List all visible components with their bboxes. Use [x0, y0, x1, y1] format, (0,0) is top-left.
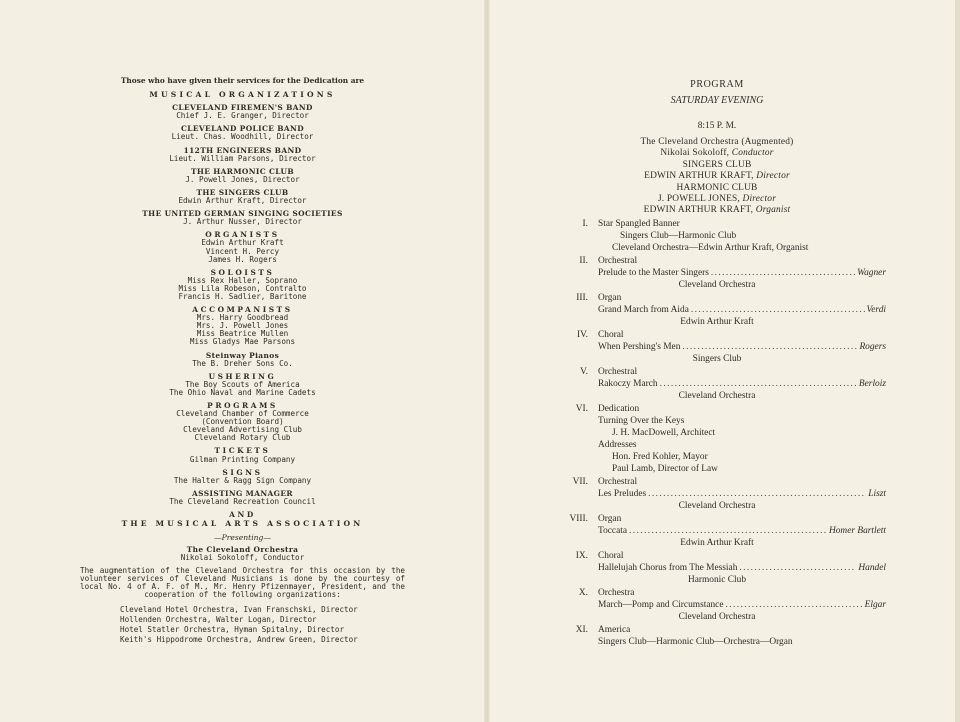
organization-entry — [80, 125, 405, 141]
credits-intro: Those who have given their services for the Dedication are — [120, 76, 365, 85]
composer: Rogers — [859, 341, 886, 352]
credit-section — [80, 402, 405, 442]
leader-dots — [691, 304, 865, 316]
credit-line: The Cleveland Recreation Council — [169, 496, 316, 506]
composer: Homer Bartlett — [828, 525, 886, 536]
credit-section — [80, 447, 405, 463]
credit-line: (Convention Board) — [201, 417, 284, 427]
item-line: Dedication — [598, 403, 640, 414]
credit-line: Vincent H. Percy — [205, 246, 280, 256]
organization-name: THE UNITED GERMAN SINGING SOCIETIES — [142, 209, 343, 219]
credit-line: Cleveland Advertising Club — [183, 425, 302, 435]
credit-section — [80, 373, 405, 397]
item-number: VII. — [572, 476, 588, 487]
item-line: Organ — [598, 513, 622, 524]
item-number: III. — [576, 292, 588, 303]
credit-line: Miss Beatrice Mullen — [196, 329, 289, 339]
item-performer: Edwin Arthur Kraft — [680, 316, 754, 327]
credit-line: Mrs. Harry Goodbread — [196, 313, 289, 323]
composer: Verdi — [866, 304, 886, 315]
credit-line: Cleveland Chamber of Commerce — [176, 409, 309, 419]
item-selection — [598, 525, 886, 537]
leader-dots — [682, 341, 857, 353]
item-selection — [598, 304, 886, 316]
item-number: XI. — [575, 624, 588, 635]
organization-name: CLEVELAND POLICE BAND — [180, 124, 305, 134]
program-item — [548, 587, 886, 623]
program-evening: SATURDAY EVENING — [670, 95, 764, 106]
credit-line: The Boy Scouts of America — [185, 379, 300, 389]
program-item — [548, 624, 886, 648]
credit-section-heading: PROGRAMS — [207, 401, 278, 410]
page-edge — [955, 0, 960, 722]
program-item — [548, 513, 886, 549]
item-line: Paul Lamb, Director of Law — [612, 463, 718, 474]
performer-text: HARMONIC CLUB — [676, 182, 758, 193]
leader-dots — [726, 599, 863, 611]
organization-director: J. Arthur Nusser, Director — [183, 217, 302, 227]
item-selection — [598, 341, 886, 353]
performer-role: Conductor — [731, 148, 774, 159]
credit-line: The Ohio Naval and Marine Cadets — [169, 387, 316, 397]
item-number: IX. — [575, 550, 588, 561]
item-number: X. — [578, 587, 588, 598]
selection-title: March—Pomp and Circumstance — [598, 599, 724, 610]
presenting-line: —Presenting— — [214, 533, 271, 543]
credit-section-heading: ASSISTING MANAGER — [192, 488, 293, 498]
item-line: Orchestra — [598, 587, 635, 598]
credit-line: The B. Dreher Sons Co. — [192, 358, 293, 368]
program-item — [548, 255, 886, 291]
performer-role: Director — [742, 193, 777, 204]
program-item — [548, 366, 886, 402]
credit-section-heading: USHERING — [208, 371, 277, 381]
organizations-list — [80, 104, 405, 226]
selection-title: Toccata — [598, 525, 628, 536]
item-performer: Cleveland Orchestra — [678, 500, 756, 511]
credit-line: The Halter & Ragg Sign Company — [173, 475, 312, 485]
organization-name: THE HARMONIC CLUB — [190, 166, 294, 176]
credit-section-heading: SOLOISTS — [210, 267, 275, 277]
organization-director: Lieut. Chas. Woodhill, Director — [171, 132, 314, 142]
credit-line: Miss Lila Robeson, Contralto — [178, 283, 307, 293]
program-item — [548, 476, 886, 512]
credit-line: Gilman Printing Company — [189, 454, 296, 464]
composer: Handel — [858, 562, 886, 573]
organization-name: CLEVELAND FIREMEN'S BAND — [172, 103, 313, 113]
credit-section-heading: ACCOMPANISTS — [192, 305, 293, 315]
selection-title: Prelude to the Master Singers — [598, 267, 709, 278]
item-line: Choral — [598, 329, 624, 340]
item-line: Cleveland Orchestra—Edwin Arthur Kraft, Organist — [612, 242, 809, 253]
program-title: PROGRAM — [690, 79, 744, 90]
credit-line: Miss Gladys Mae Parsons — [189, 337, 296, 347]
performer-line — [548, 205, 886, 216]
item-line: Hon. Fred Kohler, Mayor — [612, 451, 708, 462]
item-number: IV. — [576, 329, 588, 340]
performer-text: SINGERS CLUB — [682, 159, 752, 170]
performer-text: EDWIN ARTHUR KRAFT, — [643, 205, 756, 216]
cooperating-orchestras — [80, 605, 405, 645]
item-performer: Cleveland Orchestra — [678, 390, 756, 401]
organization-entry — [80, 189, 405, 205]
composer: Elgar — [864, 599, 886, 610]
performer-text: EDWIN ARTHUR KRAFT, — [644, 171, 757, 182]
item-line: Singers Club—Harmonic Club — [620, 230, 737, 241]
organization-entry — [80, 210, 405, 226]
credit-section — [80, 490, 405, 506]
musical-organizations-heading: MUSICAL ORGANIZATIONS — [149, 90, 336, 100]
credit-line: James H. Rogers — [208, 254, 277, 264]
performer-role: Organist — [755, 205, 791, 216]
performer-text: J. POWELL JONES, — [657, 193, 743, 204]
item-line: Organ — [598, 292, 622, 303]
credits-column — [80, 77, 405, 645]
selection-title: Rakoczy March — [598, 378, 658, 389]
performer-text: Nikolai Sokoloff, — [660, 148, 732, 159]
credit-section-heading: SIGNS — [222, 467, 263, 477]
item-line: Orchestral — [598, 366, 638, 377]
performer-line — [548, 137, 886, 148]
selection-title: Grand March from Aida — [598, 304, 689, 315]
credit-sections — [80, 231, 405, 506]
cooperating-orchestra: Hotel Statler Orchestra, Hyman Spitalny, Director — [120, 624, 345, 634]
item-selection — [598, 562, 886, 574]
musical-arts-heading: THE MUSICAL ARTS ASSOCIATION — [121, 519, 364, 529]
and-heading: AND — [229, 510, 256, 520]
credit-line: Edwin Arthur Kraft — [201, 238, 284, 248]
cooperating-orchestra: Cleveland Hotel Orchestra, Ivan Franschski, Director — [120, 604, 358, 614]
organization-director: J. Powell Jones, Director — [185, 174, 300, 184]
item-performer: Cleveland Orchestra — [678, 611, 756, 622]
performer-line — [548, 194, 886, 205]
performer-line — [548, 160, 886, 171]
item-selection — [598, 267, 886, 279]
performer-line — [548, 171, 886, 182]
credit-section — [80, 269, 405, 301]
credit-line: Mrs. J. Powell Jones — [196, 321, 289, 331]
item-number: II. — [579, 255, 588, 266]
credit-line: Francis H. Sadlier, Baritone — [178, 291, 307, 301]
program-item — [548, 218, 886, 254]
program-item — [548, 403, 886, 475]
leader-dots — [648, 488, 866, 500]
program-item — [548, 292, 886, 328]
organization-entry — [80, 104, 405, 120]
item-performer: Harmonic Club — [687, 574, 747, 585]
performer-text: The Cleveland Orchestra (Augmented) — [640, 137, 794, 147]
cooperating-orchestra: Keith's Hippodrome Orchestra, Andrew Green, Director — [120, 634, 358, 644]
organization-name: THE SINGERS CLUB — [196, 187, 289, 197]
performer-role: Director — [756, 171, 790, 182]
item-performer: Edwin Arthur Kraft — [680, 537, 754, 548]
item-line: Orchestral — [598, 476, 638, 487]
item-line: Turning Over the Keys — [598, 415, 685, 426]
credit-line: Cleveland Rotary Club — [194, 433, 291, 443]
composer: Liszt — [868, 488, 886, 499]
performer-line — [548, 183, 886, 194]
credit-section-heading: TICKETS — [214, 446, 271, 456]
item-number: V. — [580, 366, 588, 377]
credit-section — [80, 352, 405, 368]
cooperating-orchestra: Hollenden Orchestra, Walter Logan, Director — [120, 614, 317, 624]
leader-dots — [711, 267, 855, 279]
item-line: Singers Club—Harmonic Club—Orchestra—Organ — [598, 636, 793, 647]
credit-section-heading: ORGANISTS — [205, 230, 280, 240]
credit-section — [80, 231, 405, 263]
item-selection — [598, 599, 886, 611]
program-column — [548, 77, 886, 648]
selection-title: Hallelujah Chorus from The Messiah — [598, 562, 738, 573]
page-fold — [484, 0, 490, 722]
item-line: Addresses — [598, 439, 637, 450]
program-item — [548, 550, 886, 586]
item-line: Orchestral — [598, 255, 638, 266]
organization-entry — [80, 168, 405, 184]
organization-director: Lieut. William Parsons, Director — [169, 153, 316, 163]
performers-header — [548, 137, 886, 217]
augmentation-paragraph: The augmentation of the Cleveland Orchestra for this occasion by the volunteer services of Cleveland Musicians is done by the courtesy of local No. 4 of A. F. of M., Mr. Henry Pfizenmayer, President, and the cooperation of the following organizations: — [80, 565, 405, 599]
orchestra-conductor: Nikolai Sokoloff, Conductor — [180, 553, 305, 563]
item-line: J. H. MacDowell, Architect — [612, 427, 716, 438]
leader-dots — [660, 378, 857, 390]
organization-director: Chief J. E. Granger, Director — [176, 111, 309, 121]
item-selection — [598, 488, 886, 500]
organization-entry — [80, 147, 405, 163]
selection-title: Les Preludes — [598, 488, 647, 499]
organization-director: Edwin Arthur Kraft, Director — [178, 196, 307, 206]
credit-section-heading: Steinway Pianos — [205, 350, 280, 360]
item-number: VI. — [575, 403, 588, 414]
item-line: Star Spangled Banner — [598, 218, 680, 229]
item-line: Choral — [598, 550, 624, 561]
composer: Berloiz — [858, 378, 886, 389]
program-time: 8:15 P. M. — [697, 121, 737, 131]
organization-name: 112TH ENGINEERS BAND — [183, 145, 302, 155]
item-number: I. — [582, 218, 588, 229]
leader-dots — [629, 525, 827, 537]
composer: Wagner — [857, 267, 886, 278]
item-number: VIII. — [569, 513, 588, 524]
item-line: America — [598, 624, 631, 635]
program-item — [548, 329, 886, 365]
credit-section — [80, 306, 405, 346]
leader-dots — [739, 562, 856, 574]
credit-line: Miss Rex Haller, Soprano — [187, 275, 298, 285]
item-selection — [598, 378, 886, 390]
selection-title: When Pershing's Men — [598, 341, 681, 352]
credit-section — [80, 469, 405, 485]
performer-line — [548, 148, 886, 159]
program-items — [548, 218, 886, 648]
item-performer: Singers Club — [692, 353, 742, 364]
orchestra-name: The Cleveland Orchestra — [186, 545, 299, 555]
item-performer: Cleveland Orchestra — [678, 279, 756, 290]
